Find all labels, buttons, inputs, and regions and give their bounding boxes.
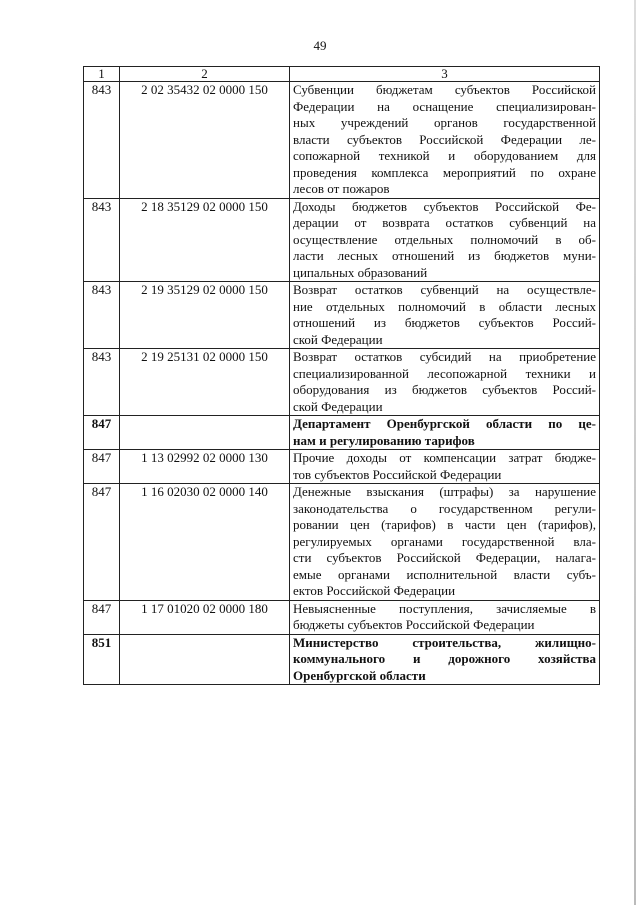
description-cell	[290, 416, 600, 450]
description-line: ласти лесных отношений из бюджетов муни-	[293, 248, 596, 263]
description-cell	[290, 349, 600, 416]
table-row	[84, 416, 600, 450]
description-cell	[290, 484, 600, 601]
admin-code-cell: 847	[84, 600, 120, 634]
description-line: осуществление отдельных полномочий в об-	[293, 231, 596, 247]
budget-classification-code-cell: 2 19 25131 02 0000 150	[120, 349, 290, 416]
budget-classification-code-cell: 2 02 35432 02 0000 150	[120, 82, 290, 199]
description-line: Доходы бюджетов субъектов Российской Фе-	[293, 198, 596, 214]
table-header-row	[84, 67, 600, 82]
page-number: 49	[313, 38, 327, 53]
description-cell	[290, 600, 600, 634]
description-line: сти субъектов Российской Федерации, налага-	[293, 550, 596, 565]
description-line: специализированной лесопожарной техники и	[293, 365, 596, 381]
page-edge-shadow	[634, 0, 636, 905]
description-line: Субвенции бюджетам субъектов Российской	[293, 82, 596, 97]
revenue-codes-table	[83, 66, 600, 685]
table-body	[84, 82, 600, 685]
description-line: ных учреждений органов государственной	[293, 115, 596, 130]
description-line: Оренбургской области	[293, 667, 426, 683]
description-line: Денежные взыскания (штрафы) за нарушение	[293, 484, 596, 499]
budget-classification-code-cell: 1 13 02992 02 0000 130	[120, 450, 290, 484]
description-line: ние отдельных полномочий в области лесных	[293, 298, 596, 314]
description-line: отношений из бюджетов субъектов Россий-	[293, 315, 596, 330]
description-line: емые органами исполнительной власти субъ-	[293, 566, 596, 582]
budget-classification-code-cell: 1 17 01020 02 0000 180	[120, 600, 290, 634]
description-line: дерации от возврата остатков субвенций на	[293, 215, 596, 230]
description-line: коммунального и дорожного хозяйства	[293, 651, 596, 666]
description-line: Возврат остатков субвенций на осуществле-	[293, 282, 596, 297]
description-cell	[290, 450, 600, 484]
admin-code-cell: 847	[84, 450, 120, 484]
description-line: регулируемых органами государственной вла-	[293, 533, 596, 549]
admin-code-cell: 843	[84, 349, 120, 416]
description-cell	[290, 198, 600, 282]
description-line: Прочие доходы от компенсации затрат бюдже-	[293, 450, 596, 465]
column-header-code: 2	[120, 67, 290, 82]
budget-classification-code-cell: 2 19 35129 02 0000 150	[120, 282, 290, 349]
description-line: власти субъектов Российской Федерации ле-	[293, 131, 596, 147]
budget-classification-code-cell: 2 18 35129 02 0000 150	[120, 198, 290, 282]
budget-classification-code-cell	[120, 634, 290, 685]
description-line: бюджеты субъектов Российской Федерации	[293, 617, 535, 632]
description-cell	[290, 82, 600, 199]
description-line: оборудования из бюджетов субъектов Россий-	[293, 382, 596, 397]
budget-classification-code-cell	[120, 416, 290, 450]
admin-code-cell: 847	[84, 484, 120, 601]
admin-code-cell: 843	[84, 282, 120, 349]
description-line: тов субъектов Российской Федерации	[293, 466, 502, 482]
table-row	[84, 349, 600, 416]
description-line: ципальных образований	[293, 264, 428, 280]
description-line: Министерство строительства, жилищно-	[293, 634, 596, 650]
description-line: Департамент Оренбургской области по це-	[293, 416, 596, 431]
description-line: Федерации на оснащение специализирован-	[293, 98, 596, 114]
description-line: лесов от пожаров	[293, 181, 390, 196]
description-line: ской Федерации	[293, 398, 383, 414]
description-line: Невыясненные поступления, зачисляемые в	[293, 600, 596, 616]
description-line: ектов Российской Федерации	[293, 583, 456, 598]
table-row	[84, 450, 600, 484]
budget-classification-code-cell: 1 16 02030 02 0000 140	[120, 484, 290, 601]
description-cell	[290, 282, 600, 349]
table-row	[84, 600, 600, 634]
description-cell	[290, 634, 600, 685]
column-header-description: 3	[290, 67, 600, 82]
admin-code-cell: 851	[84, 634, 120, 685]
column-header-admin: 1	[84, 67, 120, 82]
table-row	[84, 82, 600, 199]
description-line: проведения комплекса мероприятий по охране	[293, 164, 596, 180]
description-line: Возврат остатков субсидий на приобретение	[293, 349, 596, 364]
table-row	[84, 484, 600, 601]
description-line: ровании цен (тарифов) в части цен (тарифов),	[293, 517, 596, 532]
table-row	[84, 634, 600, 685]
admin-code-cell: 843	[84, 82, 120, 199]
admin-code-cell: 847	[84, 416, 120, 450]
description-line: нам и регулированию тарифов	[293, 432, 475, 448]
admin-code-cell: 843	[84, 198, 120, 282]
description-line: законодательства о государственном регули-	[293, 500, 596, 516]
description-line: ской Федерации	[293, 331, 383, 347]
table-row	[84, 282, 600, 349]
description-line: сопожарной техникой и оборудованием для	[293, 148, 596, 163]
table-row	[84, 198, 600, 282]
